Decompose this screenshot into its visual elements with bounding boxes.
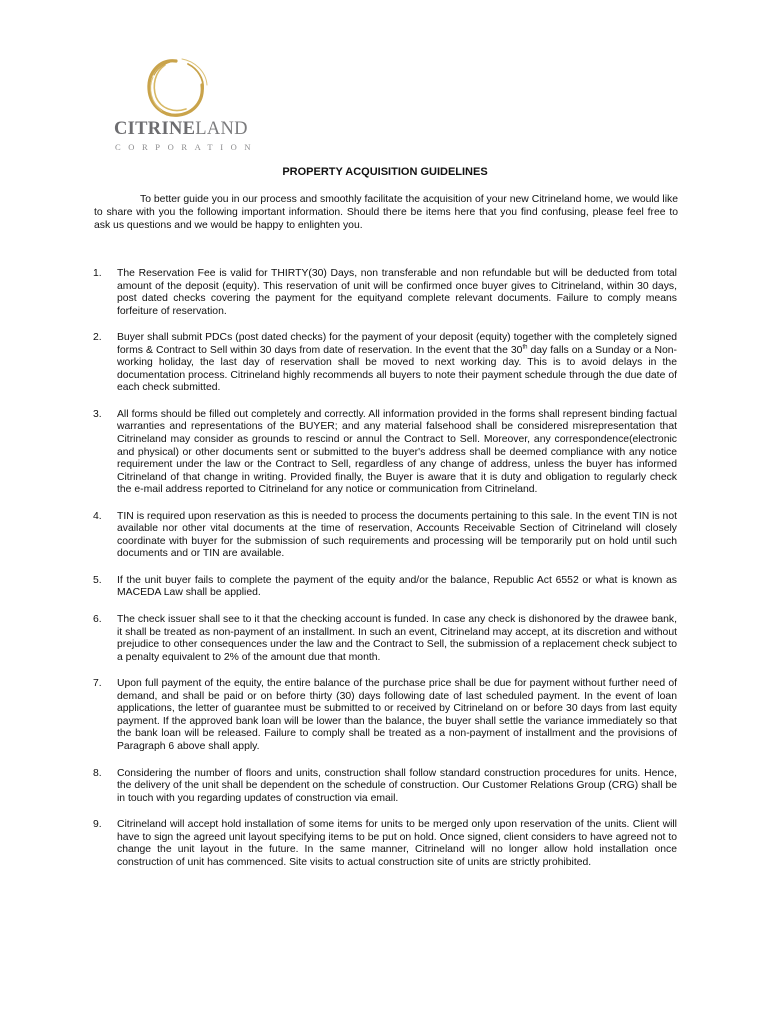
ring-logo-icon: [138, 55, 214, 125]
item-text: If the unit buyer fails to complete the payment of the equity and/or the balance, Republic Act 6552 or what is known as MACEDA Law shall be applied.: [117, 574, 677, 599]
item-number: 4.: [93, 510, 102, 522]
item-text: The Reservation Fee is valid for THIRTY(30) Days, non transferable and non refundable but will be deducted from total amount of the deposit (equity). This reservation of unit will be confirmed once buyer gives to Citrineland, within 30 days, post dated checks covering the payment for the equityand complete relevant documents. Failure to comply means forfeiture of reservation.: [117, 268, 677, 317]
item-text: TIN is required upon reservation as this is needed to process the documents pertaining to this sale. In the event TIN is not available nor other vital documents at the time of reservation, Accounts Receivable Section of Citrineland will closely coordinate with buyer for the submission of such requirements and processing will be temporarily put on hold until such documents and or TIN are available.: [117, 510, 677, 560]
item-number: 5.: [93, 574, 102, 586]
brand-name: CITRINELAND: [114, 119, 248, 139]
guideline-item-8: [0, 768, 770, 806]
document-title: PROPERTY ACQUISITION GUIDELINES: [282, 166, 488, 178]
item-number: 9.: [93, 819, 102, 831]
item-number: 2.: [93, 332, 102, 344]
item-number: 8.: [93, 767, 102, 779]
guideline-item-6: [0, 614, 770, 664]
guideline-item-5: [0, 575, 770, 600]
item-number: 1.: [93, 268, 102, 279]
guideline-item-1: [0, 268, 770, 318]
guideline-item-2: [0, 332, 770, 395]
brand-subtitle: CORPORATION: [115, 142, 259, 152]
citrineland-logo: [114, 55, 264, 155]
guideline-item-7: [0, 678, 770, 753]
item-number: 3.: [93, 408, 102, 420]
item-text: The check issuer shall see to it that the checking account is funded. In case any check is dishonored by the drawee bank, it shall be treated as non-payment of an installment. In such an event, Citrineland may accept, at its discretion and without prejudice to other consequences under the law and the Contract to Sell, the submission of a replacement check subject to a penalty equivalent to 2% of the amount due that month.: [117, 614, 677, 663]
guideline-item-3: [0, 409, 770, 497]
item-number: 7.: [93, 678, 102, 690]
item-text: Citrineland will accept hold installation of some items for units to be merged only upon reservation of the units. Client will have to sign the agreed unit layout specifying items to be put on hold. Once signed, client considers to have agreed not to change the unit layout in the future. In the same manner, Citrineland will no longer allow hold installation once construction of unit has commenced. Site visits to actual construction site of units are strictly prohibited.: [117, 819, 677, 868]
item-text: All forms should be filled out completely and correctly. All information provided in the forms shall represent binding factual warranties and representations of the BUYER; and any material falsehood shall be considered misrepresentation that Citrineland may consider as grounds to rescind or annul the Contract to Sell. Moreover, any correspondence(electronic and physical) or other documents sent or submitted to the buyer's address shall be deemed compliance with any notice requirement under the law or the Contract to Sell, regardless of any change of address, unless the buyer has informed Citrineland of that change in writing. Provided finally, the Buyer is aware that it is duty and obligation to regularly check the e-mail address reported to Citrineland for any notice or communication from Citrineland.: [117, 408, 677, 496]
item-text: Upon full payment of the equity, the entire balance of the purchase price shall be due for payment without further need of demand, and shall be paid or on before thirty (30) days following date of last scheduled payment. In the event of loan applications, the letter of guarantee must be submitted to or received by Citrineland on or before 30 days from last equity payment. If the approved bank loan will be lower than the balance, the buyer shall settle the variance immediately so that the bank loan will be released. Failure to comply shall be treated as a non-payment of installment and the provisions of Paragraph 6 above shall apply.: [117, 678, 677, 752]
guideline-item-9: [0, 819, 770, 869]
guideline-item-4: [0, 511, 770, 561]
intro-paragraph: To better guide you in our process and smoothly facilitate the acquisition of your new Citrineland home, we would like to share with you the following important information. Should there be items here that you find confusing, please feel free to ask us questions and we would be happy to enlighten you.: [94, 194, 678, 232]
item-text: Considering the number of floors and units, construction shall follow standard construction procedures for units. Hence, the delivery of the unit shall be dependent on the schedule of construction. Our Customer Relations Group (CRG) shall be in touch with you regarding updates of construction via email.: [117, 767, 677, 804]
guidelines-list: [0, 268, 770, 883]
item-text: Buyer shall submit PDCs (post dated checks) for the payment of your deposit (equity) together with the completely signed forms & Contract to Sell within 30 days from date of reservation. In the event that the 30th day falls on a Sunday or a Non-working holiday, the last day of reservation shall be moved to next working day. This is to avoid delays in the documentation process. Citrineland highly recommends all buyers to note their payment schedule through the due date of each check submitted.: [117, 332, 677, 394]
item-number: 6.: [93, 614, 102, 626]
